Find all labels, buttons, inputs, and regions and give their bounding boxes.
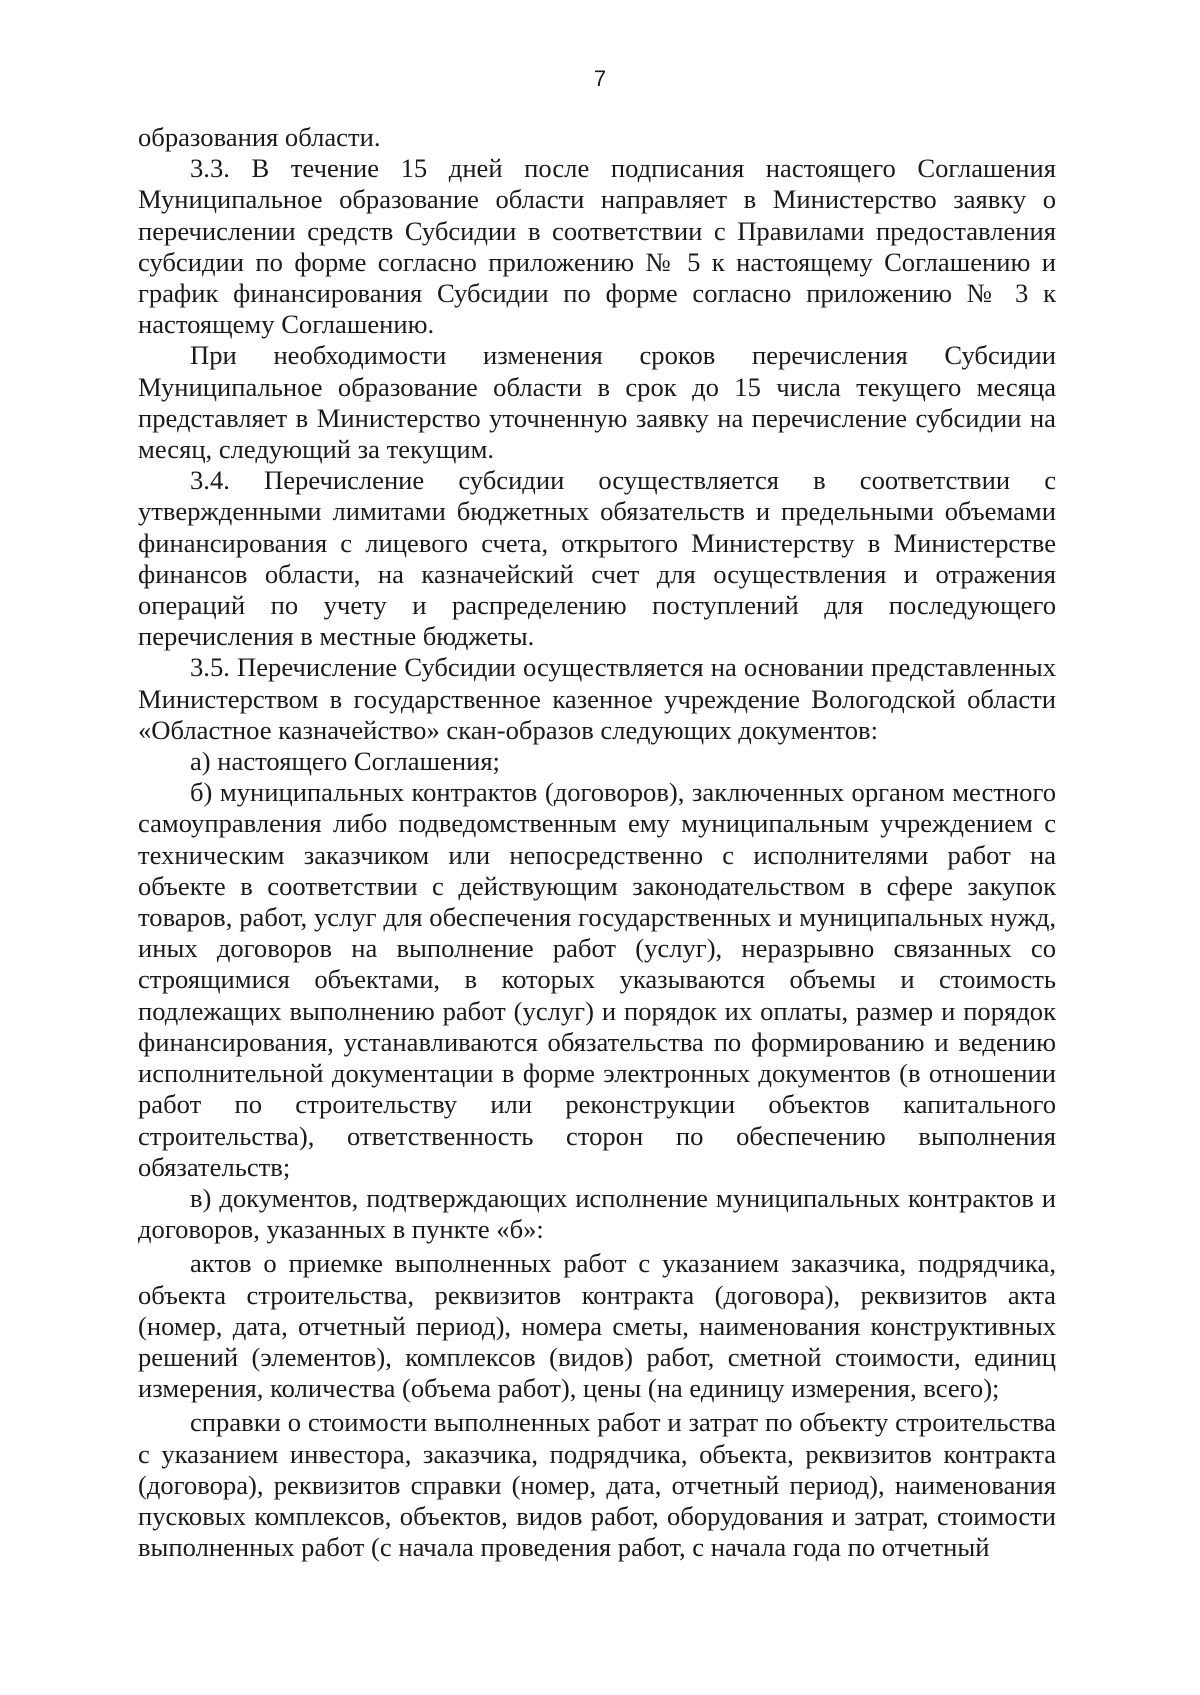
- paragraph-continuation: образования области.: [138, 122, 381, 152]
- paragraph-certificates: справки о стоимости выполненных работ и затрат по объекту строительства с указанием инвестора, заказчика, подрядчика, объекта, реквизитов контракта (договора), реквизитов справки (номер, дата, отчетный период), наименования пусковых комплексов, объектов, видов работ, оборудования и затрат, стоимости выполненных работ (с начала проведения работ, с начала года по отчетный: [138, 1407, 1056, 1563]
- list-item-a: а) настоящего Соглашения;: [190, 746, 500, 777]
- paragraph-3-5: 3.5. Перечисление Субсидии осуществляется на основании представленных Министерством в государственное казенное учреждение Вологодской области «Областное казначейство» скан-образов следующих документов:: [138, 652, 1056, 745]
- paragraph-acts: актов о приемке выполненных работ с указанием заказчика, подрядчика, объекта строительства, реквизитов контракта (договора), реквизитов акта (номер, дата, отчетный период), номера сметы, наименования конструктивных решений (элементов), комплексов (видов) работ, сметной стоимости, единиц измерения, количества (объема работ), цены (на единицу измерения, всего);: [138, 1248, 1056, 1404]
- page-number: 7: [593, 66, 607, 91]
- list-item-v: в) документов, подтверждающих исполнение муниципальных контрактов и договоров, указанных в пункте «б»:: [138, 1182, 1056, 1245]
- paragraph-3-4: 3.4. Перечисление субсидии осуществляется в соответствии с утвержденными лимитами бюджетных обязательств и предельными объемами финансирования с лицевого счета, открытого Министерству в Министерстве финансов области, на казначейский счет для осуществления и отражения операций по учету и распределению поступлений для последующего перечисления в местные бюджеты.: [138, 465, 1056, 652]
- list-item-b: б) муниципальных контрактов (договоров), заключенных органом местного самоуправления либо подведомственным ему муниципальным учреждением с техническим заказчиком или непосредственно с исполнителями работ на объекте в соответствии с действующим законодательством в сфере закупок товаров, работ, услуг для обеспечения государственных и муниципальных нужд, иных договоров на выполнение работ (услуг), неразрывно связанных со строящимися объектами, в которых указываются объемы и стоимость подлежащих выполнению работ (услуг) и порядок их оплаты, размер и порядок финансирования, устанавливаются обязательства по формированию и ведению исполнительной документации в форме электронных документов (в отношении работ по строительству или реконструкции объектов капитального строительства), ответственность сторон по обеспечению выполнения обязательств;: [138, 777, 1056, 1182]
- paragraph-3-3: 3.3. В течение 15 дней после подписания настоящего Соглашения Муниципальное образование области направляет в Министерство заявку о перечислении средств Субсидии в соответствии с Правилами предоставления субсидии по форме согласно приложению № 5 к настоящему Соглашению и график финансирования Субсидии по форме согласно приложению № 3 к настоящему Соглашению.: [138, 153, 1056, 340]
- paragraph-3-3-change-request: При необходимости изменения сроков перечисления Субсидии Муниципальное образование области в срок до 15 числа текущего месяца представляет в Министерство уточненную заявку на перечисление субсидии на месяц, следующий за текущим.: [138, 340, 1056, 465]
- document-body: [138, 122, 1056, 1563]
